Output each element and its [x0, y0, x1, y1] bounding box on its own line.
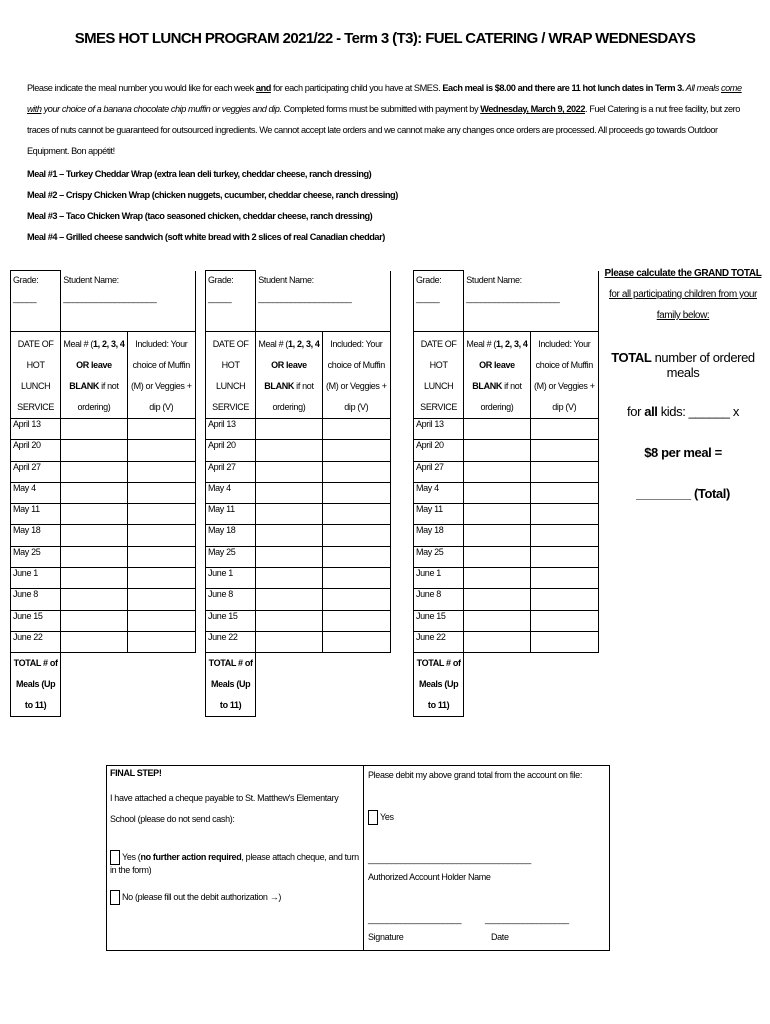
meal-number-cell[interactable] — [256, 631, 322, 652]
date-cell: April 20 — [11, 440, 61, 461]
student-name-blank[interactable]: ____________________ — [258, 292, 352, 303]
grade-blank[interactable]: _____ — [416, 293, 440, 303]
student-table-1 — [10, 270, 196, 717]
option-text: Yes ( — [122, 851, 141, 862]
total-extra-cell — [127, 653, 195, 717]
muffin-veggie-cell[interactable] — [530, 610, 598, 631]
option-text: No (please fill out the debit authorization →) — [122, 891, 281, 902]
date-cell: May 4 — [414, 482, 464, 503]
meal-number-cell[interactable] — [61, 610, 127, 631]
muffin-veggie-cell[interactable] — [322, 504, 390, 525]
muffin-veggie-cell[interactable] — [530, 525, 598, 546]
included-column-header: Included: Your choice of Muffin (M) or Veggies + dip (V) — [127, 332, 195, 419]
meal-number-cell[interactable] — [464, 461, 530, 482]
option-text: Yes — [380, 811, 394, 822]
table-row — [206, 631, 391, 652]
meal-column-header — [464, 332, 530, 419]
meal-number-cell[interactable] — [61, 631, 127, 652]
muffin-veggie-cell[interactable] — [530, 589, 598, 610]
grade-label: Grade: — [208, 275, 234, 285]
student-name-label: Student Name: — [466, 274, 522, 285]
muffin-veggie-cell[interactable] — [127, 482, 195, 503]
meal-number-cell[interactable] — [256, 461, 322, 482]
muffin-veggie-cell[interactable] — [530, 461, 598, 482]
included-column-header: Included: Your choice of Muffin (M) or Veggies + dip (V) — [530, 332, 598, 419]
meal-number-cell[interactable] — [61, 482, 127, 503]
intro-text: All meals — [683, 83, 721, 93]
meal-2: Meal #2 – Crispy Chicken Wrap (chicken nuggets, cucumber, cheddar cheese, ranch dressing) — [27, 190, 398, 200]
meal-number-cell[interactable] — [61, 589, 127, 610]
date-cell: May 18 — [11, 525, 61, 546]
kids-text: all — [644, 404, 658, 419]
meal-list — [27, 164, 398, 248]
meal-column-header — [256, 332, 322, 419]
header-text: if not ordering) — [272, 381, 314, 412]
table-row — [206, 504, 391, 525]
date-column-header: DATE OF HOT LUNCH SERVICE — [11, 332, 61, 419]
muffin-veggie-cell[interactable] — [530, 440, 598, 461]
student-name-cell[interactable] — [464, 271, 599, 332]
table-row — [414, 504, 599, 525]
date-cell: June 1 — [414, 568, 464, 589]
date-column-header: DATE OF HOT LUNCH SERVICE — [414, 332, 464, 419]
table-row — [206, 419, 391, 440]
meal-number-cell[interactable] — [61, 568, 127, 589]
option-text: , please attach cheque, and turn in the form) — [110, 851, 359, 875]
header-text: 1, 2, 3, 4 — [288, 339, 320, 349]
table-row — [414, 419, 599, 440]
date-cell: June 15 — [414, 610, 464, 631]
muffin-veggie-cell[interactable] — [322, 419, 390, 440]
muffin-veggie-cell[interactable] — [322, 440, 390, 461]
header-text: 1, 2, 3, 4 — [496, 339, 528, 349]
header-text: OR leave BLANK — [264, 360, 307, 391]
meal-column-header — [61, 332, 127, 419]
meal-number-cell[interactable] — [256, 419, 322, 440]
muffin-veggie-cell[interactable] — [127, 525, 195, 546]
debit-text: Please debit my above grand total from the account on file: — [368, 770, 582, 780]
table-row — [11, 525, 196, 546]
grand-total-heading: Please calculate the GRAND TOTAL — [604, 268, 762, 279]
student-name-cell[interactable] — [256, 271, 391, 332]
meal-number-cell[interactable] — [61, 440, 127, 461]
table-row — [414, 482, 599, 503]
signature-line[interactable]: ____________________ — [368, 914, 462, 924]
intro-text: . Fuel Catering is a nut free facility, but zero traces of nuts cannot be guaranteed for outsourced ingredients. We cannot accept late orders and we cannot make any changes once orders are processed. All proceeds go towards Outdoor Equipment. Bon appétit! — [27, 104, 740, 156]
total-extra-cell — [530, 653, 598, 717]
student-table-3 — [413, 270, 599, 717]
intro-text: Completed forms must be submitted with payment by — [281, 104, 481, 114]
meal-number-cell[interactable] — [464, 525, 530, 546]
meal-number-cell[interactable] — [256, 504, 322, 525]
meal-number-cell[interactable] — [464, 589, 530, 610]
date-cell: May 11 — [414, 504, 464, 525]
grade-cell[interactable] — [11, 271, 61, 332]
student-name-label: Student Name: — [63, 274, 119, 285]
option-text: no further action required — [140, 851, 242, 862]
muffin-veggie-cell[interactable] — [530, 419, 598, 440]
muffin-veggie-cell[interactable] — [322, 482, 390, 503]
signature-label: Signature — [368, 932, 404, 942]
table-row — [11, 610, 196, 631]
intro-text: for each participating child you have at SMES. — [270, 83, 443, 93]
cheque-no-option[interactable] — [110, 890, 281, 905]
table-row — [414, 631, 599, 652]
total-meals-cell[interactable] — [464, 653, 530, 717]
muffin-veggie-cell[interactable] — [127, 419, 195, 440]
page-title: SMES HOT LUNCH PROGRAM 2021/22 - Term 3 (T3): FUEL CATERING / WRAP WEDNESDAYS — [74, 30, 696, 47]
date-cell: April 20 — [414, 440, 464, 461]
date-cell: June 15 — [11, 610, 61, 631]
muffin-veggie-cell[interactable] — [322, 610, 390, 631]
table-row — [11, 482, 196, 503]
meal-number-cell[interactable] — [464, 631, 530, 652]
grade-label: Grade: — [13, 275, 39, 285]
muffin-veggie-cell[interactable] — [322, 525, 390, 546]
meal-number-cell[interactable] — [256, 568, 322, 589]
student-name-label: Student Name: — [258, 274, 314, 285]
table-row — [206, 546, 391, 567]
intro-paragraph — [27, 78, 749, 162]
checkbox[interactable] — [368, 810, 378, 825]
date-cell: May 4 — [11, 482, 61, 503]
date-cell: May 11 — [11, 504, 61, 525]
table-row — [414, 525, 599, 546]
muffin-veggie-cell[interactable] — [127, 631, 195, 652]
table-row — [11, 440, 196, 461]
muffin-veggie-cell[interactable] — [127, 610, 195, 631]
muffin-veggie-cell[interactable] — [530, 546, 598, 567]
table-row — [414, 440, 599, 461]
date-cell: June 22 — [414, 631, 464, 652]
total-meals-label: TOTAL # of Meals (Up to 11) — [414, 653, 464, 717]
total-meals-label: TOTAL # of Meals (Up to 11) — [11, 653, 61, 717]
muffin-veggie-cell[interactable] — [322, 631, 390, 652]
muffin-veggie-cell[interactable] — [322, 461, 390, 482]
grade-cell[interactable] — [414, 271, 464, 332]
table-row — [206, 482, 391, 503]
muffin-veggie-cell[interactable] — [127, 546, 195, 567]
date-cell: May 18 — [206, 525, 256, 546]
muffin-veggie-cell[interactable] — [127, 589, 195, 610]
table-row — [11, 461, 196, 482]
date-cell: June 22 — [206, 631, 256, 652]
table-row — [414, 461, 599, 482]
final-step-heading: FINAL STEP! — [110, 768, 162, 778]
date-cell: April 13 — [414, 419, 464, 440]
total-text: number of ordered meals — [651, 350, 755, 380]
meal-number-cell[interactable] — [256, 546, 322, 567]
table-row — [11, 589, 196, 610]
kids-count-blank[interactable]: kids: ______ x — [657, 404, 739, 419]
muffin-veggie-cell[interactable] — [127, 440, 195, 461]
grade-label: Grade: — [416, 275, 442, 285]
table-row — [11, 568, 196, 589]
total-label: TOTAL — [611, 350, 652, 365]
cheque-yes-option[interactable] — [110, 850, 363, 875]
table-row — [414, 589, 599, 610]
meal-number-cell[interactable] — [464, 419, 530, 440]
muffin-veggie-cell[interactable] — [530, 482, 598, 503]
meal-number-cell[interactable] — [256, 482, 322, 503]
meal-4: Meal #4 – Grilled cheese sandwich (soft white bread with 2 slices of real Canadian cheddar) — [27, 232, 385, 242]
date-cell: April 27 — [206, 461, 256, 482]
header-text: Meal # ( — [63, 339, 94, 349]
cheque-text: I have attached a cheque payable to St. Matthew's Elementary School (please do not send cash): — [110, 793, 339, 824]
date-cell: June 8 — [11, 589, 61, 610]
table-row — [414, 546, 599, 567]
table-row — [206, 461, 391, 482]
header-text: OR leave BLANK — [69, 360, 112, 391]
account-holder-line[interactable]: ___________________________________ — [368, 854, 531, 864]
price-per-meal: $8 per meal = — [644, 445, 722, 460]
intro-text: your choice of a banana chocolate chip muffin or veggies and dip. — [41, 104, 282, 114]
muffin-veggie-cell[interactable] — [322, 546, 390, 567]
date-cell: April 20 — [206, 440, 256, 461]
total-meals-label: TOTAL # of Meals (Up to 11) — [206, 653, 256, 717]
date-column-header: DATE OF HOT LUNCH SERVICE — [206, 332, 256, 419]
grade-blank[interactable]: _____ — [208, 293, 232, 303]
date-cell: April 13 — [11, 419, 61, 440]
grand-total-instructions: for all participating children from your family below: — [609, 289, 757, 321]
student-table-2 — [205, 270, 391, 717]
meal-number-cell[interactable] — [464, 504, 530, 525]
date-cell: May 25 — [414, 546, 464, 567]
meal-number-cell[interactable] — [256, 589, 322, 610]
table-row — [206, 589, 391, 610]
muffin-veggie-cell[interactable] — [127, 568, 195, 589]
muffin-veggie-cell[interactable] — [127, 461, 195, 482]
header-text: if not ordering) — [77, 381, 119, 412]
date-cell: June 8 — [414, 589, 464, 610]
intro-price-note: Each meal is $8.00 and there are 11 hot lunch dates in Term 3. — [442, 83, 684, 93]
intro-text: Please indicate the meal number you would like for each week — [27, 83, 256, 93]
date-cell: May 25 — [206, 546, 256, 567]
total-meals-cell[interactable] — [61, 653, 127, 717]
meal-number-cell[interactable] — [464, 610, 530, 631]
date-cell: June 1 — [206, 568, 256, 589]
meal-number-cell[interactable] — [256, 525, 322, 546]
grade-blank[interactable]: _____ — [13, 293, 37, 303]
grade-cell[interactable] — [206, 271, 256, 332]
date-cell: June 1 — [11, 568, 61, 589]
meal-number-cell[interactable] — [61, 546, 127, 567]
meal-number-cell[interactable] — [61, 525, 127, 546]
date-cell: June 22 — [11, 631, 61, 652]
intro-deadline: Wednesday, March 9, 2022 — [480, 104, 585, 114]
table-row — [11, 631, 196, 652]
table-row — [414, 610, 599, 631]
meal-number-cell[interactable] — [256, 610, 322, 631]
account-holder-label: Authorized Account Holder Name — [368, 872, 491, 882]
meal-number-cell[interactable] — [464, 546, 530, 567]
grand-total-blank[interactable]: ________ (Total) — [636, 486, 730, 501]
meal-number-cell[interactable] — [464, 482, 530, 503]
cheque-section — [107, 766, 364, 950]
meal-number-cell[interactable] — [61, 504, 127, 525]
checkbox[interactable] — [110, 890, 120, 905]
meal-number-cell[interactable] — [256, 440, 322, 461]
table-row — [206, 610, 391, 631]
debit-section — [365, 766, 609, 950]
header-text: 1, 2, 3, 4 — [93, 339, 125, 349]
date-cell: May 4 — [206, 482, 256, 503]
table-row — [206, 525, 391, 546]
meal-number-cell[interactable] — [61, 419, 127, 440]
grand-total-panel — [603, 263, 763, 501]
date-line[interactable]: __________________ — [485, 914, 569, 924]
meal-number-cell[interactable] — [464, 440, 530, 461]
total-meals-cell[interactable] — [256, 653, 322, 717]
student-name-blank[interactable]: ____________________ — [466, 292, 560, 303]
table-row — [11, 419, 196, 440]
date-cell: May 25 — [11, 546, 61, 567]
student-name-cell[interactable] — [61, 271, 196, 332]
date-cell: May 18 — [414, 525, 464, 546]
date-cell: June 8 — [206, 589, 256, 610]
debit-yes-option[interactable] — [368, 810, 394, 825]
date-cell: April 13 — [206, 419, 256, 440]
checkbox[interactable] — [110, 850, 120, 865]
date-cell: May 11 — [206, 504, 256, 525]
total-extra-cell — [322, 653, 390, 717]
meal-number-cell[interactable] — [61, 461, 127, 482]
table-row — [414, 568, 599, 589]
table-row — [206, 568, 391, 589]
muffin-veggie-cell[interactable] — [530, 631, 598, 652]
final-step-box — [106, 765, 610, 951]
table-row — [11, 546, 196, 567]
meal-number-cell[interactable] — [464, 568, 530, 589]
included-column-header: Included: Your choice of Muffin (M) or Veggies + dip (V) — [322, 332, 390, 419]
intro-text: and — [255, 83, 271, 93]
header-text: Meal # ( — [466, 339, 497, 349]
meal-3: Meal #3 – Taco Chicken Wrap (taco seasoned chicken, cheddar cheese, ranch dressing) — [27, 211, 373, 221]
intro-text: come with — [27, 83, 742, 114]
date-cell: April 27 — [414, 461, 464, 482]
date-label: Date — [491, 932, 509, 942]
muffin-veggie-cell[interactable] — [127, 504, 195, 525]
table-row — [11, 504, 196, 525]
student-name-blank[interactable]: ____________________ — [63, 292, 157, 303]
muffin-veggie-cell[interactable] — [322, 589, 390, 610]
date-cell: April 27 — [11, 461, 61, 482]
muffin-veggie-cell[interactable] — [322, 568, 390, 589]
kids-text: for — [627, 404, 645, 419]
date-cell: June 15 — [206, 610, 256, 631]
header-text: OR leave BLANK — [472, 360, 515, 391]
muffin-veggie-cell[interactable] — [530, 568, 598, 589]
meal-1: Meal #1 – Turkey Cheddar Wrap (extra lean deli turkey, cheddar cheese, ranch dressing) — [27, 169, 372, 179]
header-text: Meal # ( — [258, 339, 289, 349]
header-text: if not ordering) — [480, 381, 522, 412]
table-row — [206, 440, 391, 461]
muffin-veggie-cell[interactable] — [530, 504, 598, 525]
